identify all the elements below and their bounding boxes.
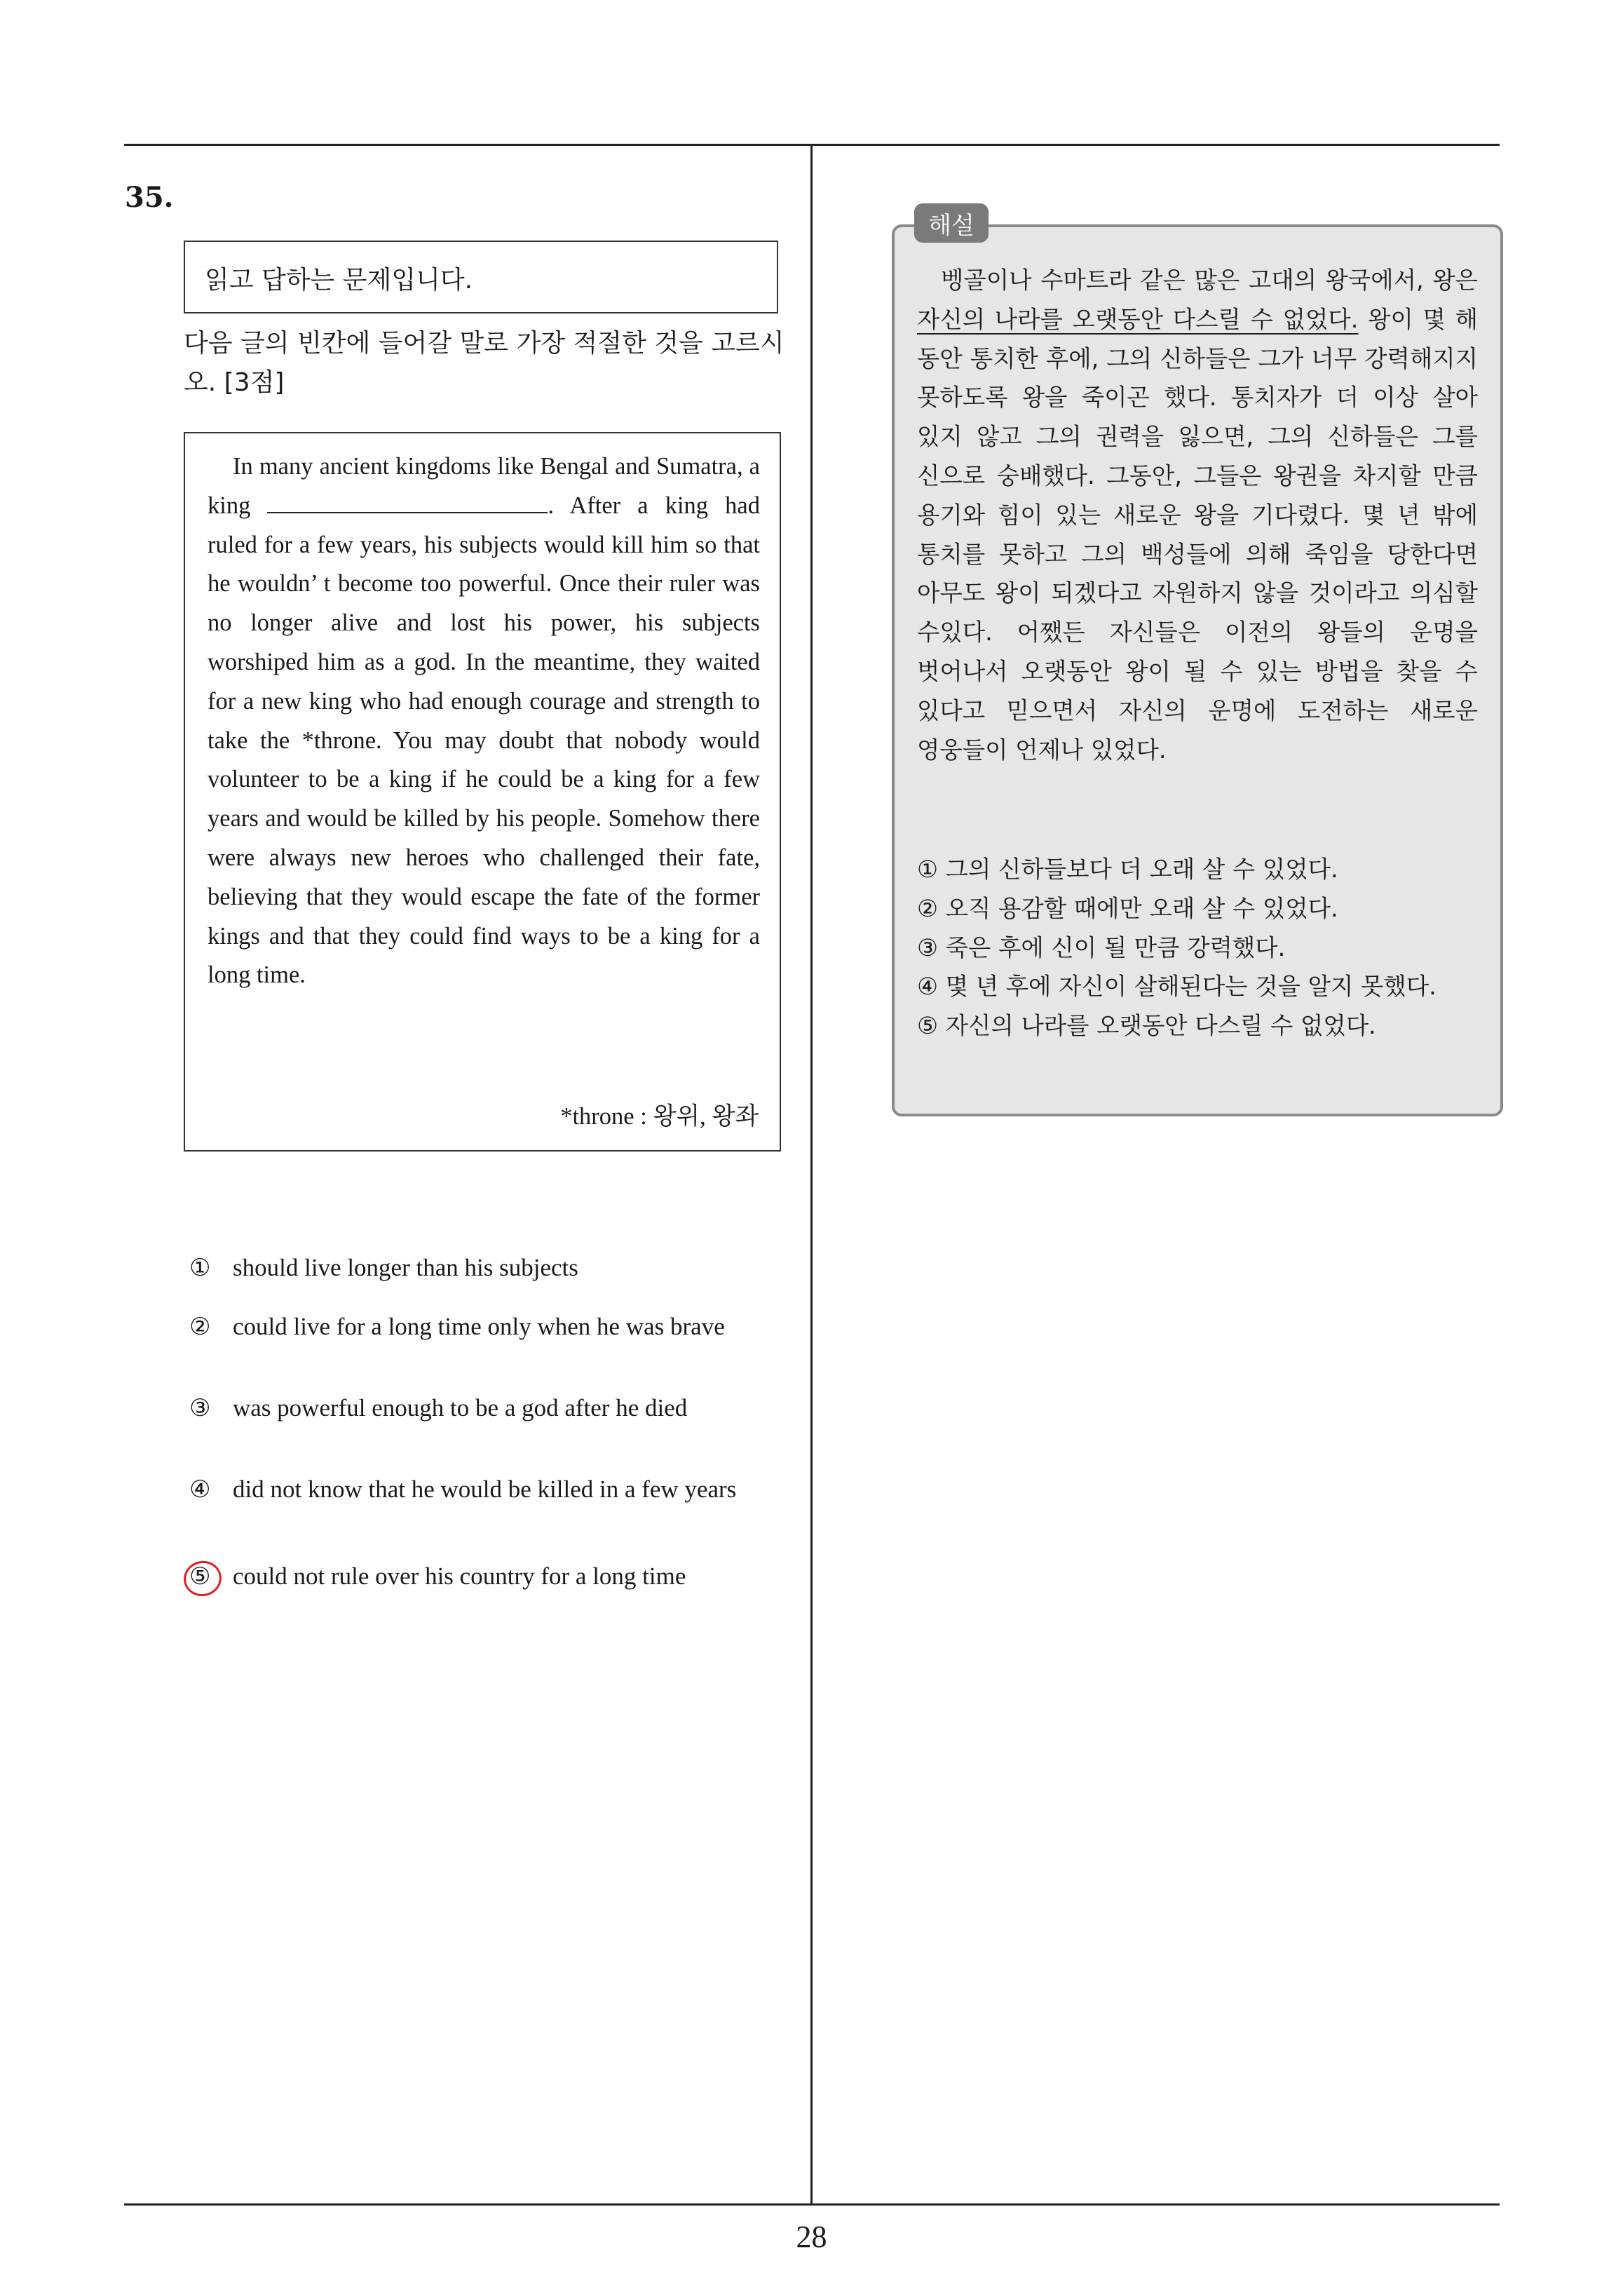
- explanation-choice: ③ 죽은 후에 신이 될 만큼 강력했다.: [917, 933, 1286, 961]
- choice-number: ③: [189, 1394, 211, 1422]
- page-number: 28: [796, 2220, 827, 2254]
- explanation-choices: [917, 850, 1485, 1046]
- explanation-before: 벵골이나 수마트라 같은 많은 고대의 왕국에서, 왕은: [941, 266, 1478, 294]
- explanation-choice: ④ 몇 년 후에 자신이 살해된다는 것을 알지 못했다.: [917, 973, 1437, 1001]
- passage-box: [184, 432, 781, 1152]
- choice-1[interactable]: [189, 1248, 792, 1288]
- column-divider: [810, 144, 813, 2206]
- explanation-choice: ⑤ 자신의 나라를 오랫동안 다스릴 수 없었다.: [917, 1012, 1376, 1040]
- instruction-text: 읽고 답하는 문제입니다.: [205, 266, 473, 295]
- footnote: *throne : 왕위, 왕좌: [560, 1103, 759, 1130]
- choice-5[interactable]: [189, 1557, 792, 1596]
- explanation-text: [917, 261, 1478, 769]
- passage-text: [208, 447, 760, 995]
- bottom-rule: [124, 2203, 1500, 2206]
- question-prompt: 다음 글의 빈칸에 들어갈 말로 가장 적절한 것을 고르시오. [3점]: [184, 329, 785, 397]
- question-number: 35.: [125, 181, 174, 214]
- explanation-choice: ② 오직 용감할 때에만 오래 살 수 있었다.: [917, 894, 1338, 922]
- choice-text: could live for a long time only when he was brave: [233, 1313, 725, 1340]
- explanation-after: 왕이 몇 해 동안 통치한 후에, 그의 신하들은 그가 너무 강력해지지 못하도록 왕을 죽이곤 했다. 통치자가 더 이상 살아 있지 않고 그의 권력을 잃으면, 그의 신하들은 그를 신으로 숭배했다. 그동안, 그들은 왕권을 차지할 만큼 용기와 힘이 있는 새로운 왕을 기다렸다. 몇 년 밖에 통치를 못하고 그의 백성들에 의해 죽임을 당한다면 아무도 왕이 되겠다고 자원하지 않을 것이라고 의심할 수있다. 어쨌든 자신들은 이전의 왕들의 운명을 벗어나서 오랫동안 왕이 될 수 있는 방법을 찾을 수 있다고 믿으면서 자신의 운명에 도전하는 새로운 영웅들이 언제나 있었다.: [917, 305, 1478, 764]
- choice-text: was powerful enough to be a god after he died: [233, 1394, 688, 1422]
- choice-number: ②: [189, 1313, 211, 1341]
- choice-text: did not know that he would be killed in a few years: [233, 1475, 737, 1503]
- choice-4[interactable]: [189, 1470, 792, 1509]
- choice-2[interactable]: [189, 1307, 792, 1346]
- explanation-tag: 해설: [914, 203, 989, 243]
- explanation-underlined: 자신의 나라를 오랫동안 다스릴 수 없었다.: [917, 305, 1359, 333]
- answer-blank: [267, 491, 548, 513]
- instruction-box: [184, 241, 778, 313]
- choice-text: should live longer than his subjects: [233, 1254, 578, 1281]
- choice-3[interactable]: [189, 1389, 792, 1428]
- passage-before-blank: In many ancient kingdoms like Bengal and Sumatra, a king: [208, 453, 760, 519]
- choice-number: ①: [189, 1254, 211, 1282]
- explanation-box: [892, 224, 1503, 1116]
- passage-after-blank: . After a king had ruled for a few years, his subjects would kill him so that he wouldn’ t become too powerful. Once their ruler was no longer alive and lost his power, his subjects worshiped him as a god. In the meantime, they waited for a new king who had enough courage and strength to take the *throne. You may doubt that nobody would volunteer to be a king if he could be a king for a few years and would be killed by his people. Somehow there were always new heroes who challenged their fate, believing that they would escape the fate of the former kings and that they could find ways to be a king for a long time.: [208, 492, 760, 989]
- choice-number: ⑤: [189, 1562, 211, 1591]
- explanation-choice: ① 그의 신하들보다 더 오래 살 수 있었다.: [917, 856, 1338, 883]
- choice-text: could not rule over his country for a long time: [233, 1562, 686, 1590]
- choice-number: ④: [189, 1475, 211, 1504]
